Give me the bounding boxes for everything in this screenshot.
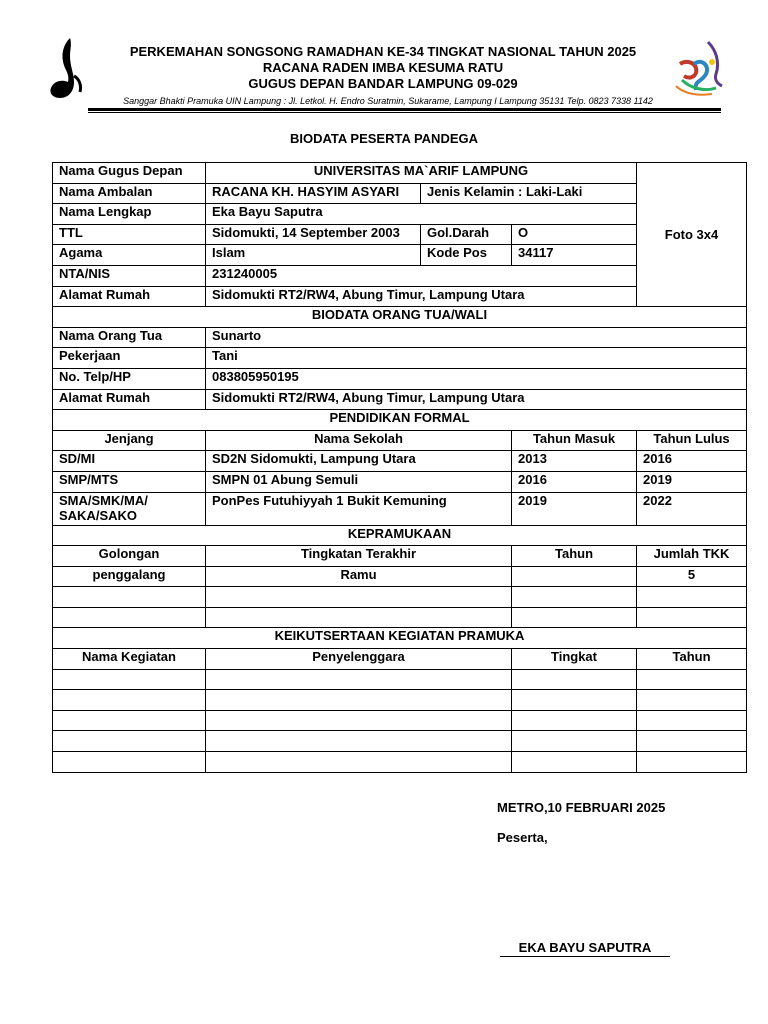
table-row [53,710,747,731]
table-row [53,690,747,711]
row-pekerjaan [53,348,747,369]
cell-tingkat [512,690,637,711]
cell-jumlah-tkk [637,587,747,608]
letterhead-rule-thick [88,108,721,111]
section-kegiatan [53,628,747,649]
letterhead-line-2: RACANA RADEN IMBA KESUMA RATU [262,60,504,75]
value-ttl: Sidomukti, 14 September 2003 [206,224,421,245]
table-row [53,451,747,472]
cell-penyelenggara [206,752,512,773]
section-title-kepramukaan: KEPRAMUKAAN [53,525,747,546]
header-jumlah-tkk: Jumlah TKK [637,546,747,567]
cell-tahun-kegiatan [637,669,747,690]
section-title-pendidikan: PENDIDIKAN FORMAL [53,410,747,431]
cell-tahun-kegiatan [637,731,747,752]
cell-jumlah-tkk: 5 [637,566,747,587]
value-gol-darah: O [512,224,637,245]
label-ambalan: Nama Ambalan [53,183,206,204]
label-nama-lengkap: Nama Lengkap [53,204,206,225]
cell-jenjang: SD/MI [53,451,206,472]
section-pendidikan [53,410,747,431]
section-title-orang-tua: BIODATA ORANG TUA/WALI [53,307,747,328]
cell-penyelenggara [206,731,512,752]
section-kepramukaan [53,525,747,546]
letterhead-line-1: PERKEMAHAN SONGSONG RAMADHAN KE-34 TINGKAT NASIONAL TAHUN 2025 [129,44,637,59]
cell-tahun [512,587,637,608]
cell-nama-sekolah: PonPes Futuhiyyah 1 Bukit Kemuning [206,492,512,525]
table-row [53,566,747,587]
row-telp [53,368,747,389]
header-golongan: Golongan [53,546,206,567]
header-tahun: Tahun [512,546,637,567]
table-row [53,492,747,525]
row-gugus-depan [53,163,747,184]
cell-nama-kegiatan [53,731,206,752]
label-nta: NTA/NIS [53,265,206,286]
letterhead-line-3: GUGUS DEPAN BANDAR LAMPUNG 09-029 [248,76,518,91]
section-title-kegiatan: KEIKUTSERTAAN KEGIATAN PRAMUKA [53,628,747,649]
signature-place-date: METRO,10 FEBRUARI 2025 [497,800,666,815]
label-agama: Agama [53,245,206,266]
label-alamat-orang-tua: Alamat Rumah [53,389,206,410]
cell-nama-kegiatan [53,752,206,773]
value-kode-pos: 34117 [512,245,637,266]
cell-golongan [53,607,206,628]
signature-role: Peserta, [497,830,548,845]
letterhead-rule-thin [88,112,721,113]
cell-tahun-lulus: 2016 [637,451,747,472]
value-pekerjaan: Tani [206,348,747,369]
value-alamat-rumah: Sidomukti RT2/RW4, Abung Timur, Lampung Utara [206,286,637,307]
table-row [53,752,747,773]
cell-tingkat [512,752,637,773]
cell-tingkat [512,710,637,731]
header-nama-sekolah: Nama Sekolah [206,430,512,451]
table-row [53,471,747,492]
row-alamat-orang-tua [53,389,747,410]
cell-tahun-lulus: 2019 [637,471,747,492]
cell-tahun-lulus: 2022 [637,492,747,525]
header-jenjang: Jenjang [53,430,206,451]
table-row [53,607,747,628]
cell-nama-sekolah: SMPN 01 Abung Semuli [206,471,512,492]
cell-nama-kegiatan [53,690,206,711]
cell-tingkat [512,669,637,690]
table-row [53,587,747,608]
cell-tahun [512,607,637,628]
value-telp: 083805950195 [206,368,747,389]
value-nama-orang-tua: Sunarto [206,327,747,348]
cell-golongan: penggalang [53,566,206,587]
header-tahun-kegiatan: Tahun [637,649,747,670]
label-alamat-rumah: Alamat Rumah [53,286,206,307]
header-tingkat: Tingkat [512,649,637,670]
cell-penyelenggara [206,690,512,711]
cell-tahun-kegiatan [637,710,747,731]
row-nama-orang-tua [53,327,747,348]
cell-tahun-kegiatan [637,690,747,711]
cell-jenjang: SMP/MTS [53,471,206,492]
cell-tahun-kegiatan [637,752,747,773]
label-ttl: TTL [53,224,206,245]
label-nama-orang-tua: Nama Orang Tua [53,327,206,348]
label-telp: No. Telp/HP [53,368,206,389]
header-kegiatan [53,649,747,670]
cell-tahun-masuk: 2016 [512,471,637,492]
value-ambalan: RACANA KH. HASYIM ASYARI [206,183,421,204]
table-row [53,669,747,690]
header-penyelenggara: Penyelenggara [206,649,512,670]
cell-nama-kegiatan [53,669,206,690]
signature-name: EKA BAYU SAPUTRA [500,940,670,957]
header-kepramukaan [53,546,747,567]
label-gugus-depan: Nama Gugus Depan [53,163,206,184]
cell-jenjang: SMA/SMK/MA/ SAKA/SAKO [53,492,206,525]
value-alamat-orang-tua: Sidomukti RT2/RW4, Abung Timur, Lampung Utara [206,389,747,410]
header-tingkatan-terakhir: Tingkatan Terakhir [206,546,512,567]
document-title: BIODATA PESERTA PANDEGA [289,131,479,146]
event-emblem-icon [672,40,724,98]
cell-penyelenggara [206,669,512,690]
cell-golongan [53,587,206,608]
letterhead-address: Sanggar Bhakti Pramuka UIN Lampung : Jl. Letkol. H. Endro Suratmin, Sukarame, Lampung I Lampung 35131 Telp. 0823 7338 1142 [123,96,653,106]
cell-tingkat [512,731,637,752]
cell-tingkatan [206,607,512,628]
header-nama-kegiatan: Nama Kegiatan [53,649,206,670]
value-agama: Islam [206,245,421,266]
cell-nama-kegiatan [53,710,206,731]
cell-tahun [512,566,637,587]
letterhead [0,36,768,116]
cell-tingkatan [206,587,512,608]
header-tahun-masuk: Tahun Masuk [512,430,637,451]
cell-tingkatan: Ramu [206,566,512,587]
label-pekerjaan: Pekerjaan [53,348,206,369]
cell-jumlah-tkk [637,607,747,628]
label-kode-pos: Kode Pos [421,245,512,266]
letterhead-title [88,44,678,92]
label-gol-darah: Gol.Darah [421,224,512,245]
biodata-table [52,162,747,773]
header-pendidikan [53,430,747,451]
cell-tahun-masuk: 2013 [512,451,637,472]
table-row [53,731,747,752]
cell-penyelenggara [206,710,512,731]
photo-placeholder: Foto 3x4 [637,163,747,307]
value-gugus-depan: UNIVERSITAS MA`ARIF LAMPUNG [206,163,637,184]
value-nta: 231240005 [206,265,637,286]
cell-tahun-masuk: 2019 [512,492,637,525]
tunas-kelapa-icon [44,36,90,100]
header-tahun-lulus: Tahun Lulus [637,430,747,451]
section-orang-tua [53,307,747,328]
cell-nama-sekolah: SD2N Sidomukti, Lampung Utara [206,451,512,472]
value-jenis-kelamin: Jenis Kelamin : Laki-Laki [421,183,637,204]
value-nama-lengkap: Eka Bayu Saputra [206,204,637,225]
